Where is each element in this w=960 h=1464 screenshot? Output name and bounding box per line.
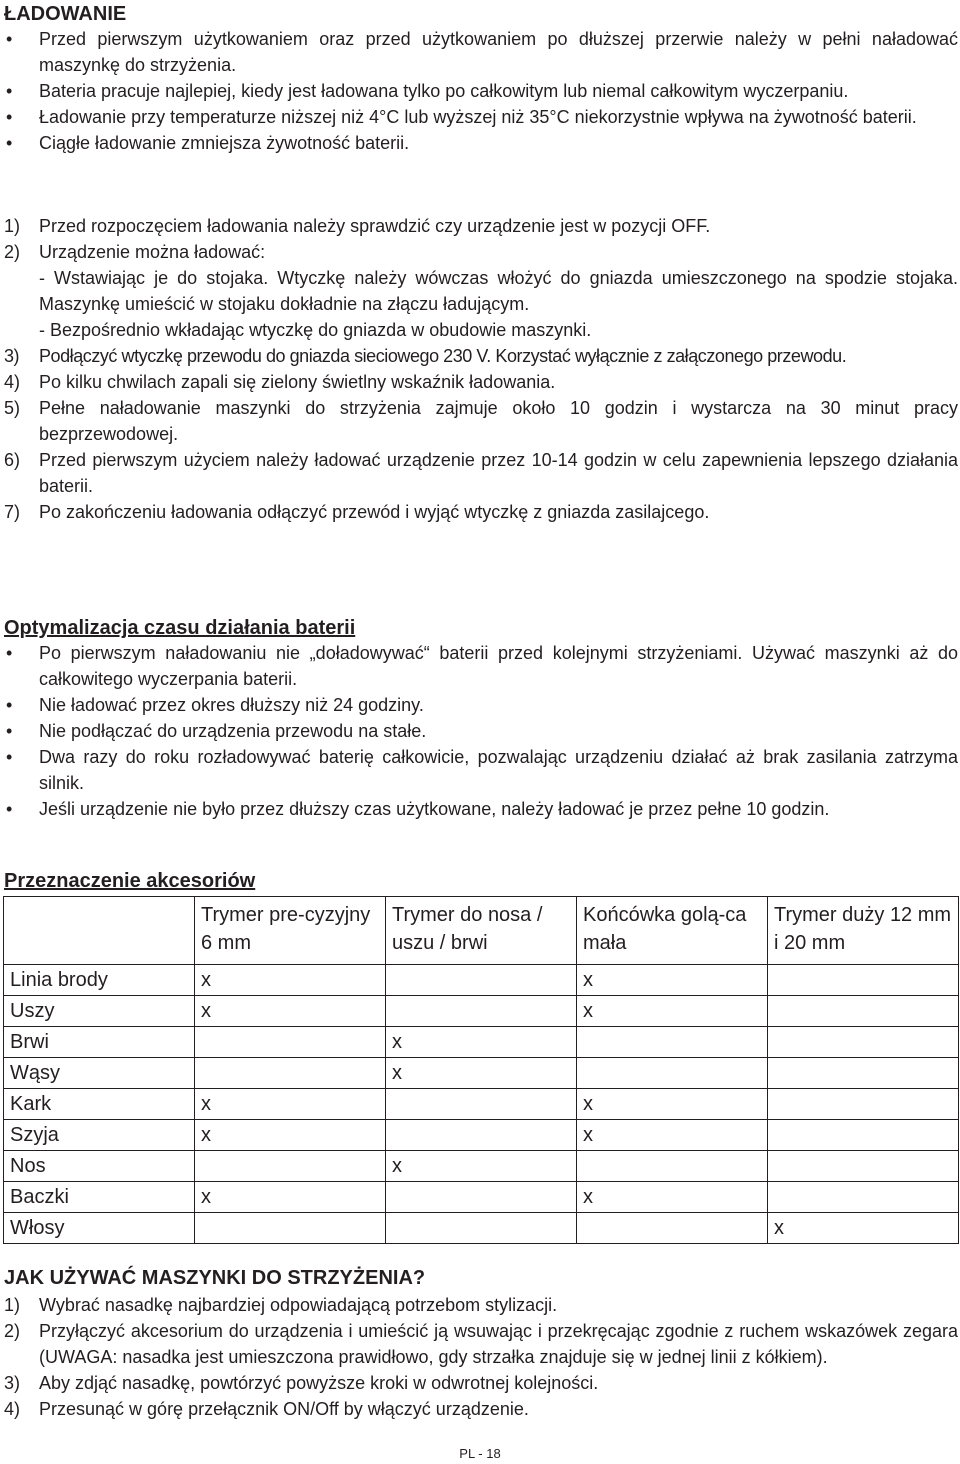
- bullet-icon: •: [6, 107, 13, 127]
- table-header-row: [4, 897, 959, 965]
- usage-heading: JAK UŻYWAĆ MASZYNKI DO STRZYŻENIA?: [4, 1267, 426, 1289]
- optimization-bullets: [0, 640, 960, 822]
- table-cell: [195, 1058, 386, 1089]
- list-item: 1) Przed rozpoczęciem ładowania należy sprawdzić czy urządzenie jest w pozycji OFF.: [4, 216, 711, 236]
- charging-bullets: [0, 26, 960, 156]
- table-cell: x: [386, 1058, 577, 1089]
- table-cell: [577, 1027, 768, 1058]
- table-cell: [386, 996, 577, 1027]
- list-item: • Dwa razy do roku rozładowywać baterię całkowicie, pozwalając urządzeniu działać aż brak zasilania zatrzyma silnik.: [0, 744, 960, 796]
- list-item: 2) Urządzenie można ładować:: [4, 242, 266, 262]
- table-header-cell: Trymer do nosa / uszu / brwi: [386, 897, 577, 965]
- table-cell: [577, 1151, 768, 1182]
- list-item: - Bezpośrednio wkładając wtyczkę do gniazda w obudowie maszynki.: [39, 320, 592, 340]
- table-cell: [577, 1213, 768, 1244]
- list-item: 6) Przed pierwszym użyciem należy ładować urządzenie przez 10-14 godzin w celu zapewnienia lepszego działania baterii.: [4, 450, 958, 496]
- optimization-heading: Optymalizacja czasu działania baterii: [4, 617, 356, 639]
- table-cell: x: [386, 1151, 577, 1182]
- table-cell: [386, 1089, 577, 1120]
- table-cell: x: [577, 1182, 768, 1213]
- table-cell: [386, 965, 577, 996]
- list-item: - Wstawiając je do stojaka. Wtyczkę należy wówczas włożyć do gniazda umieszczonego na spodzie stojaka. Maszynkę umieścić w stojaku dokładnie na złączu ładującym.: [39, 268, 958, 314]
- table-cell: [768, 1151, 959, 1182]
- table-cell: x: [386, 1027, 577, 1058]
- bullet-icon: •: [6, 747, 13, 767]
- table-cell: x: [577, 996, 768, 1027]
- table-row: [4, 1089, 959, 1120]
- table-cell: [768, 1182, 959, 1213]
- list-item: • Ciągłe ładowanie zmniejsza żywotność baterii.: [0, 130, 960, 156]
- table-row: [4, 996, 959, 1027]
- table-cell: [768, 996, 959, 1027]
- table-header-cell: [4, 897, 195, 965]
- table-cell: [386, 1120, 577, 1151]
- table-cell: x: [195, 1120, 386, 1151]
- table-cell: [195, 1151, 386, 1182]
- table-cell: [386, 1213, 577, 1244]
- table-cell: Kark: [4, 1089, 195, 1120]
- list-item: • Przed pierwszym użytkowaniem oraz przed użytkowaniem po dłuższej przerwie należy w pełni naładować maszynkę do strzyżenia.: [0, 26, 960, 78]
- table-cell: x: [195, 1089, 386, 1120]
- list-item: • Nie podłączać do urządzenia przewodu na stałe.: [0, 718, 960, 744]
- list-item: • Nie ładować przez okres dłuższy niż 24 godziny.: [0, 692, 960, 718]
- table-cell: Włosy: [4, 1213, 195, 1244]
- table-cell: x: [577, 965, 768, 996]
- table-header-cell: Trymer duży 12 mm i 20 mm: [768, 897, 959, 965]
- usage-steps: [0, 1292, 960, 1422]
- table-cell: [768, 965, 959, 996]
- table-row: [4, 965, 959, 996]
- table-cell: x: [577, 1089, 768, 1120]
- list-item: 3) Aby zdjąć nasadkę, powtórzyć powyższe kroki w odwrotnej kolejności.: [4, 1373, 599, 1393]
- list-item: 2) Przyłączyć akcesorium do urządzenia i umieścić ją wsuwając i przekręcając zgodnie z ruchem wskazówek zegara (UWAGA: nasadka jest umieszczona prawidłowo, gdy strzałka znajduje się w jednej linii z kółkiem).: [4, 1321, 958, 1367]
- bullet-icon: •: [6, 721, 13, 741]
- charging-heading: ŁADOWANIE: [4, 3, 127, 25]
- list-item: • Jeśli urządzenie nie było przez dłuższy czas użytkowane, należy ładować je przez pełne 10 godzin.: [0, 796, 960, 822]
- list-item: 5) Pełne naładowanie maszynki do strzyżenia zajmuje około 10 godzin i wystarcza na 30 minut pracy bezprzewodowej.: [4, 398, 958, 444]
- bullet-icon: •: [6, 799, 13, 819]
- table-cell: [768, 1120, 959, 1151]
- table-header-cell: Końcówka golą-ca mała: [577, 897, 768, 965]
- bullet-icon: •: [6, 133, 13, 153]
- table-cell: x: [577, 1120, 768, 1151]
- table-cell: [195, 1213, 386, 1244]
- bullet-icon: •: [6, 29, 13, 49]
- table-row: [4, 1151, 959, 1182]
- bullet-icon: •: [6, 643, 13, 663]
- list-item: • Ładowanie przy temperaturze niższej niż 4°C lub wyższej niż 35°C niekorzystnie wpływa na żywotność baterii.: [0, 104, 960, 130]
- table-row: [4, 1213, 959, 1244]
- list-item: 7) Po zakończeniu ładowania odłączyć przewód i wyjąć wtyczkę z gniazda zasilajcego.: [4, 502, 710, 522]
- bullet-icon: •: [6, 695, 13, 715]
- table-cell: [195, 1027, 386, 1058]
- table-cell: Baczki: [4, 1182, 195, 1213]
- list-item: • Bateria pracuje najlepiej, kiedy jest ładowana tylko po całkowitym lub niemal całkowitym wyczerpaniu.: [0, 78, 960, 104]
- table-cell: [768, 1089, 959, 1120]
- bullet-icon: •: [6, 81, 13, 101]
- list-item: • Po pierwszym naładowaniu nie „doładowywać“ baterii przed kolejnymi strzyżeniami. Używać maszynki aż do całkowitego wyczerpania baterii.: [0, 640, 960, 692]
- charging-steps: [0, 213, 960, 525]
- table-cell: x: [195, 965, 386, 996]
- table-cell: Wąsy: [4, 1058, 195, 1089]
- table-cell: Brwi: [4, 1027, 195, 1058]
- table-cell: Szyja: [4, 1120, 195, 1151]
- table-cell: [386, 1182, 577, 1213]
- table-row: [4, 1182, 959, 1213]
- table-cell: Uszy: [4, 996, 195, 1027]
- table-cell: Linia brody: [4, 965, 195, 996]
- table-cell: x: [195, 1182, 386, 1213]
- table-row: [4, 1027, 959, 1058]
- table-row: [4, 1120, 959, 1151]
- page-number: PL - 18: [459, 1446, 501, 1461]
- accessories-table: [3, 896, 959, 1244]
- table-header-cell: Trymer pre-cyzyjny 6 mm: [195, 897, 386, 965]
- accessories-heading: Przeznaczenie akcesoriów: [4, 870, 256, 892]
- table-cell: [768, 1027, 959, 1058]
- table-row: [4, 1058, 959, 1089]
- table-cell: [768, 1058, 959, 1089]
- table-cell: Nos: [4, 1151, 195, 1182]
- list-item: 4) Przesunąć w górę przełącznik ON/Off by włączyć urządzenie.: [4, 1399, 529, 1419]
- list-item: 3) Podłączyć wtyczkę przewodu do gniazda sieciowego 230 V. Korzystać wyłącznie z załączonego przewodu.: [4, 346, 847, 366]
- list-item: 4) Po kilku chwilach zapali się zielony świetlny wskaźnik ładowania.: [4, 372, 556, 392]
- table-cell: x: [195, 996, 386, 1027]
- table-cell: x: [768, 1213, 959, 1244]
- list-item: 1) Wybrać nasadkę najbardziej odpowiadającą potrzebom stylizacji.: [4, 1295, 558, 1315]
- table-cell: [577, 1058, 768, 1089]
